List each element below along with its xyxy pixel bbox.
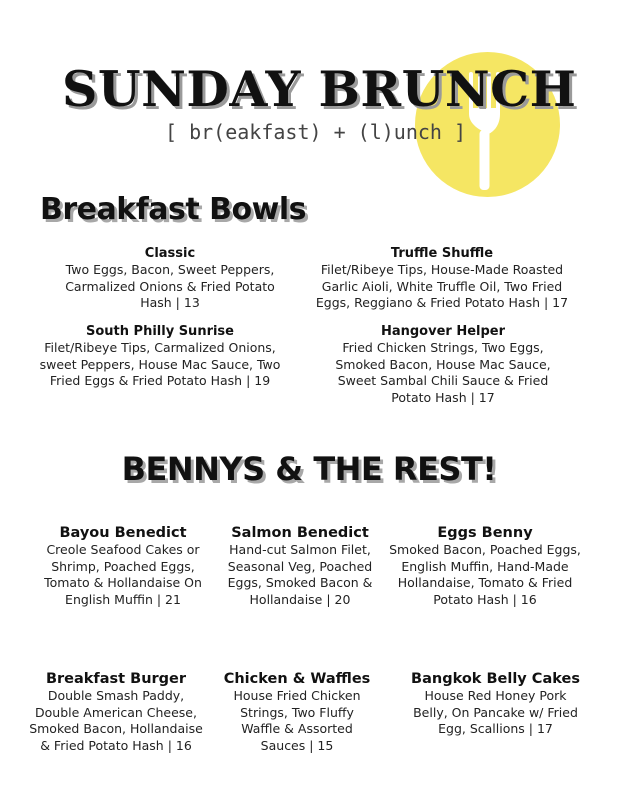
menu-item-hangover-helper xyxy=(318,324,568,406)
section-heading-breakfast-bowls: Breakfast Bowls xyxy=(40,192,306,227)
menu-item-name: Salmon Benedict xyxy=(231,525,369,541)
menu-item-description: Double Smash Paddy, Double American Cheese, Smoked Bacon, Hollandaise & Fried Potato Hash | 16 xyxy=(29,688,203,753)
menu-item-description: Smoked Bacon, Poached Eggs, English Muffin, Hand-Made Hollandaise, Tomato & Fried Potato Hash | 16 xyxy=(389,542,581,607)
menu-item-description: Fried Chicken Strings, Two Eggs, Smoked Bacon, House Mac Sauce, Sweet Sambal Chili Sauce & Fried Potato Hash | 17 xyxy=(335,340,551,405)
menu-item-salmon-benedict xyxy=(220,524,380,608)
menu-item-breakfast-burger xyxy=(25,670,207,754)
menu-item-classic xyxy=(50,246,290,312)
menu-item-description: House Red Honey Pork Belly, On Pancake w/ Fried Egg, Scallions | 17 xyxy=(413,688,578,736)
menu-item-description: Filet/Ribeye Tips, House-Made Roasted Garlic Aioli, White Truffle Oil, Two Fried Eggs, Reggiano & Fried Potato Hash | 17 xyxy=(315,262,569,310)
menu-item-description: Filet/Ribeye Tips, Carmalized Onions, sweet Peppers, House Mac Sauce, Two Fried Eggs & Fried Potato Hash | 19 xyxy=(39,340,281,388)
menu-item-name: Bayou Benedict xyxy=(59,525,187,541)
menu-item-name: Hangover Helper xyxy=(380,324,506,339)
section-heading-bennys: BENNYS & THE REST! xyxy=(121,450,497,488)
menu-item-bangkok-belly-cakes xyxy=(408,670,583,738)
page-title: SUNDAY BRUNCH xyxy=(62,60,577,118)
menu-item-description: House Fried Chicken Strings, Two Fluffy Waffle & Assorted Sauces | 15 xyxy=(233,688,361,753)
menu-item-chicken-waffles xyxy=(222,670,372,754)
menu-item-truffle-shuffle xyxy=(308,246,576,312)
menu-item-name: Bangkok Belly Cakes xyxy=(411,671,580,687)
menu-item-name: South Philly Sunrise xyxy=(86,324,234,339)
menu-item-description: Creole Seafood Cakes or Shrimp, Poached Eggs, Tomato & Hollandaise On English Muffin | 21 xyxy=(44,542,202,607)
menu-item-bayou-benedict xyxy=(28,524,218,608)
page-subtitle: [ br(eakfast) + (l)unch ] xyxy=(165,120,467,144)
menu-item-name: Chicken & Waffles xyxy=(223,671,371,687)
menu-item-name: Eggs Benny xyxy=(437,525,533,541)
menu-item-name: Breakfast Burger xyxy=(45,671,187,687)
menu-item-name: Truffle Shuffle xyxy=(390,246,494,261)
menu-item-name: Classic xyxy=(144,246,196,261)
menu-item-description: Hand-cut Salmon Filet, Seasonal Veg, Poached Eggs, Smoked Bacon & Hollandaise | 20 xyxy=(227,542,373,607)
menu-item-description: Two Eggs, Bacon, Sweet Peppers, Carmalized Onions & Fried Potato Hash | 13 xyxy=(65,262,275,310)
menu-item-eggs-benny xyxy=(385,524,585,608)
menu-item-south-philly-sunrise xyxy=(25,324,295,390)
